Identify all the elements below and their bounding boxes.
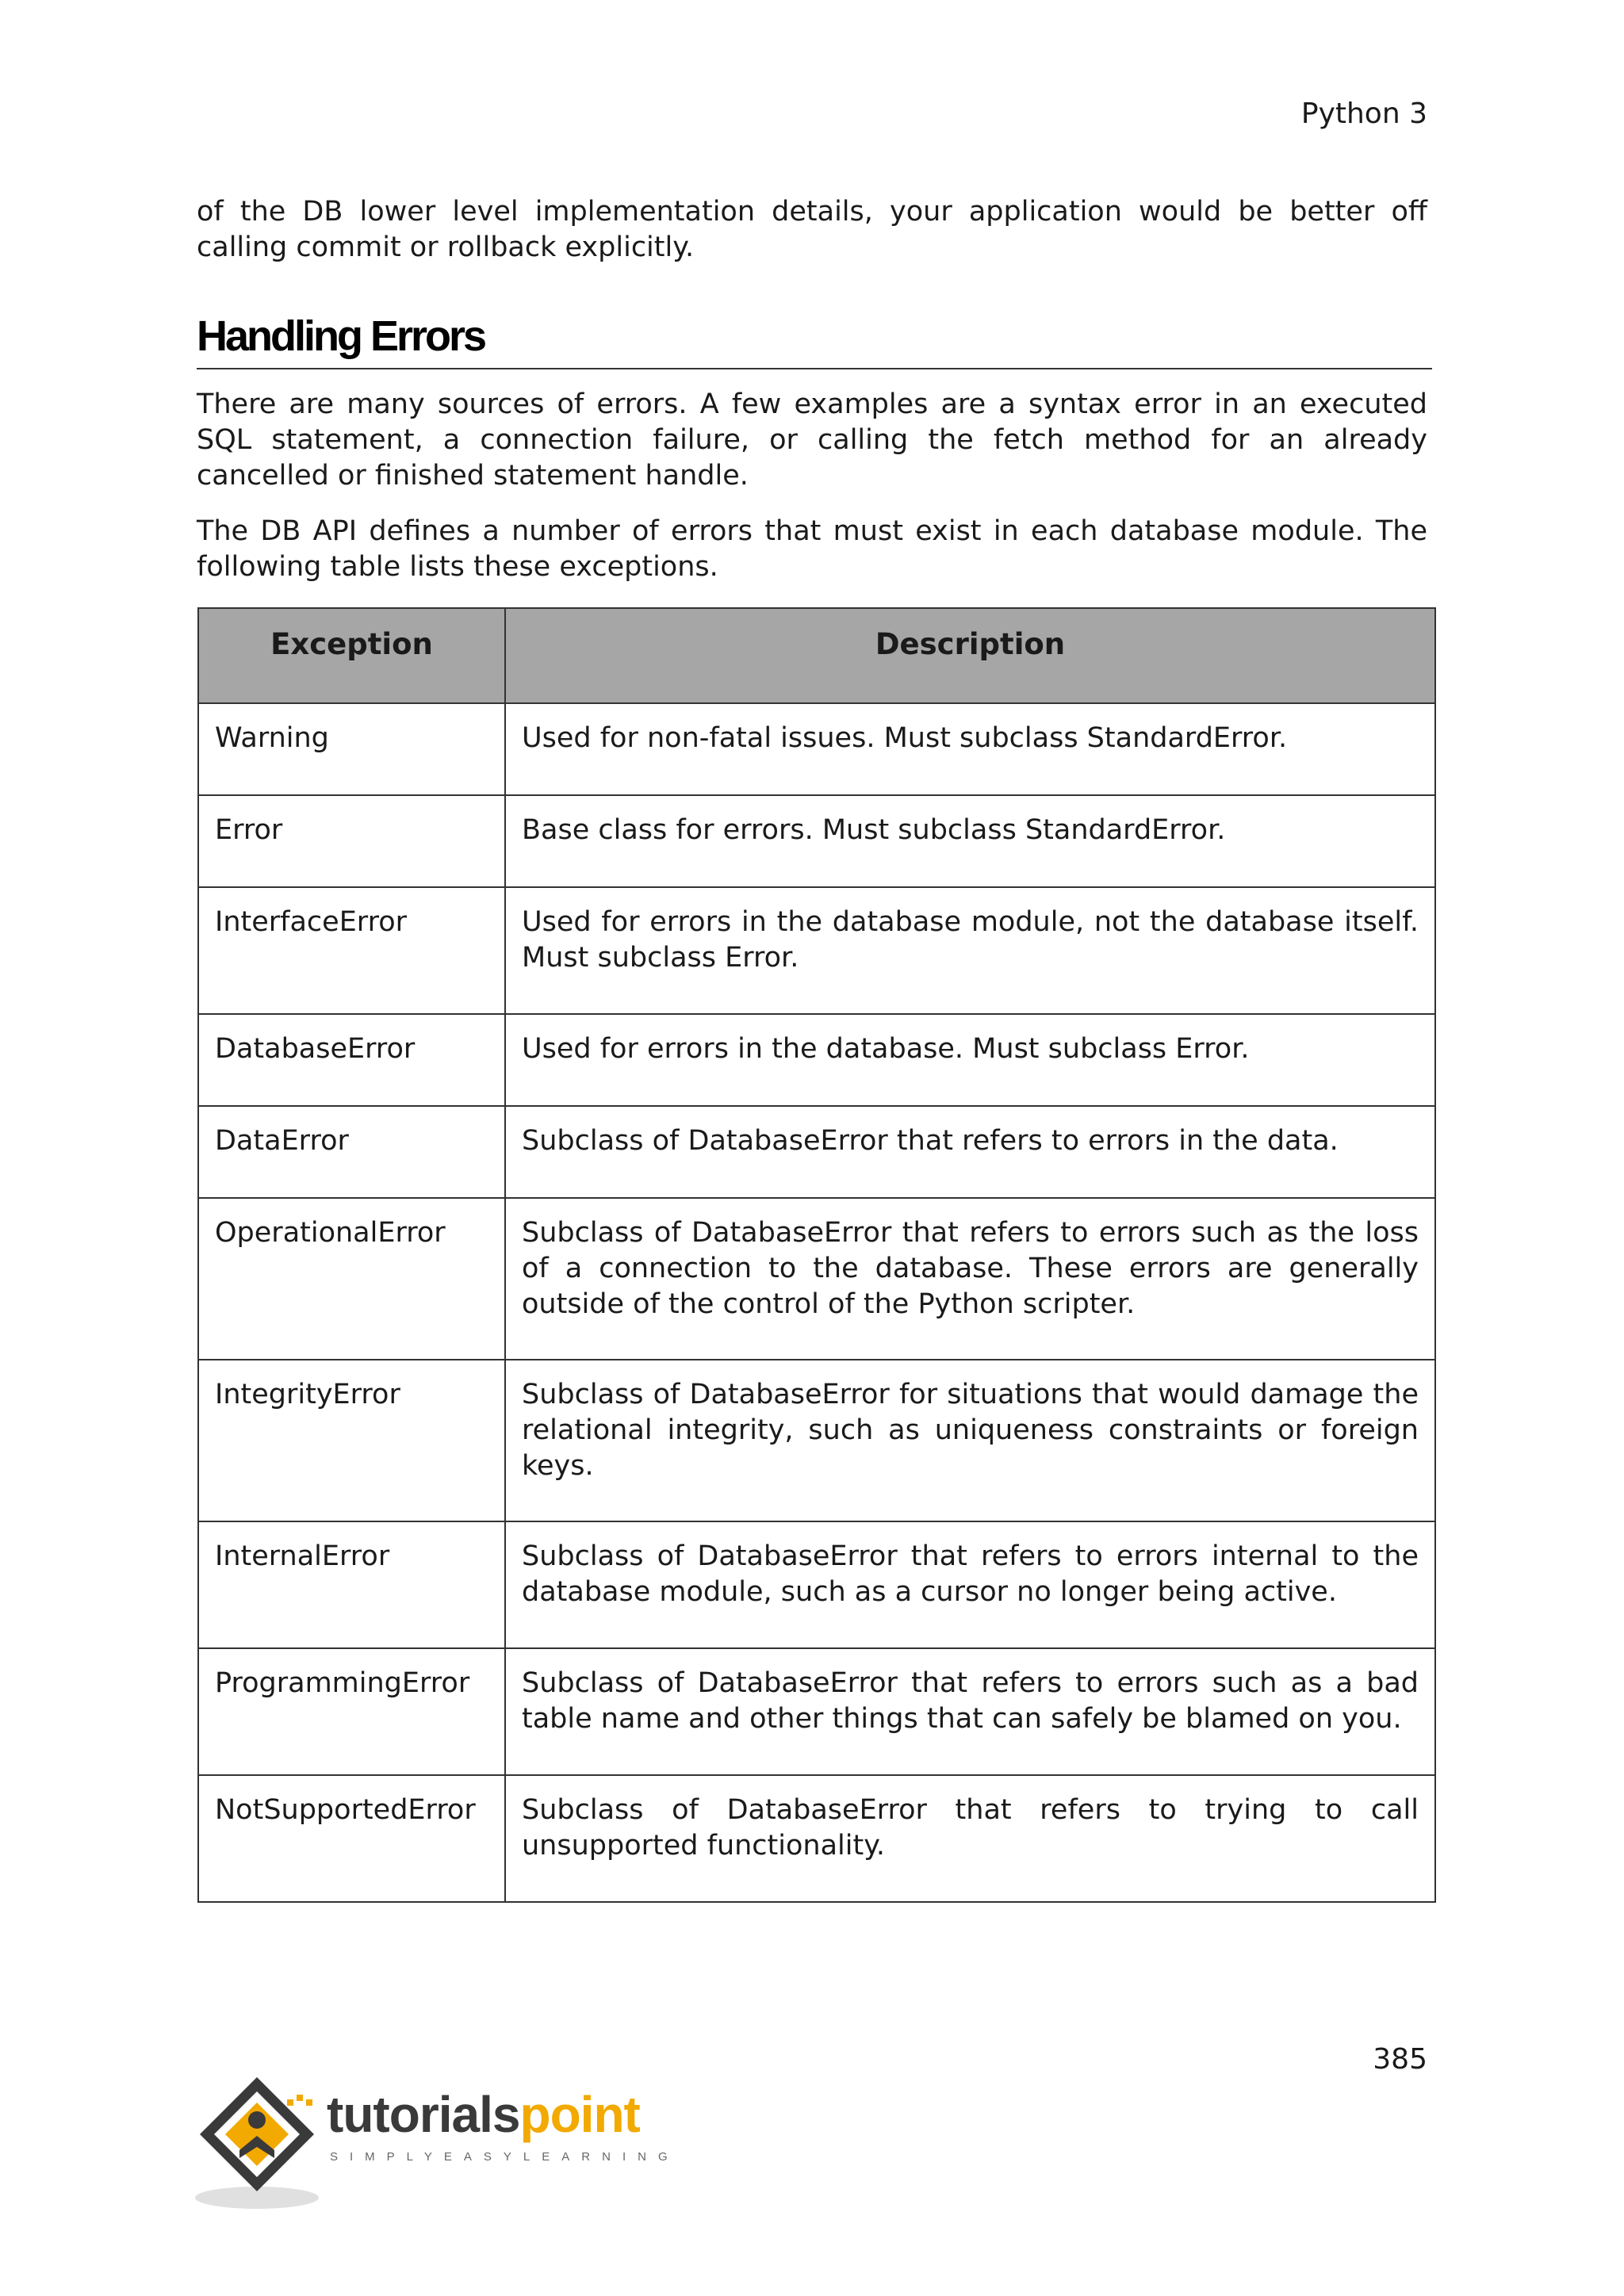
logo-wordmark — [327, 2087, 640, 2142]
running-header: Python 3 — [1300, 98, 1427, 130]
table-row — [198, 795, 1435, 887]
table-row — [198, 1360, 1435, 1521]
table-row — [198, 1198, 1435, 1360]
exception-name: ProgrammingError — [198, 1648, 505, 1775]
exception-description: Base class for errors. Must subclass StandardError. — [505, 795, 1435, 887]
exception-description: Subclass of DatabaseError that refers to errors such as the loss of a connection to the database. These errors are generally outside of the control of the Python scripter. — [505, 1198, 1435, 1360]
exception-description: Subclass of DatabaseError that refers to errors internal to the database module, such as a cursor no longer being active. — [505, 1521, 1435, 1648]
intro-paragraph: of the DB lower level implementation details, your application would be better off calling commit or rollback explicitly. — [197, 196, 1427, 263]
table-row — [198, 703, 1435, 795]
exception-description: Subclass of DatabaseError that refers to trying to call unsupported functionality. — [505, 1775, 1435, 1902]
table-row — [198, 1106, 1435, 1198]
exception-description: Subclass of DatabaseError for situations that would damage the relational integrity, such as uniqueness constraints or foreign keys. — [505, 1360, 1435, 1521]
exception-description: Subclass of DatabaseError that refers to errors such as a bad table name and other things that can safely be blamed on you. — [505, 1648, 1435, 1775]
paragraph-db-api: The DB API defines a number of errors that must exist in each database module. The following table lists these exceptions. — [197, 515, 1427, 583]
exception-name: OperationalError — [198, 1198, 505, 1360]
page-number: 385 — [1373, 2043, 1427, 2076]
logo-word-point: point — [519, 2086, 640, 2143]
table-header-row — [198, 608, 1435, 703]
exception-name: InternalError — [198, 1521, 505, 1648]
column-header-description: Description — [505, 608, 1435, 703]
exception-name: InterfaceError — [198, 887, 505, 1014]
exception-description: Used for errors in the database. Must subclass Error. — [505, 1014, 1435, 1106]
exception-name: Error — [198, 795, 505, 887]
section-title: Handling Errors — [197, 311, 1432, 369]
exceptions-table — [197, 607, 1436, 1903]
table-row — [198, 1014, 1435, 1106]
logo-tagline: SIMPLYEASYLEARNING — [330, 2150, 680, 2164]
exception-description: Subclass of DatabaseError that refers to errors in the data. — [505, 1106, 1435, 1198]
exception-description: Used for errors in the database module, not the database itself. Must subclass Error. — [505, 887, 1435, 1014]
exception-name: DatabaseError — [198, 1014, 505, 1106]
exception-name: NotSupportedError — [198, 1775, 505, 1902]
table-row — [198, 1775, 1435, 1902]
tutorialspoint-logo — [193, 2071, 680, 2214]
column-header-exception: Exception — [198, 608, 505, 703]
paragraph-error-sources: There are many sources of errors. A few examples are a syntax error in an executed SQL statement, a connection failure, or calling the fetch method for an already cancelled or finished statement handle. — [197, 388, 1427, 492]
table-row — [198, 887, 1435, 1014]
table-row — [198, 1648, 1435, 1775]
exception-description: Used for non-fatal issues. Must subclass StandardError. — [505, 703, 1435, 795]
exception-name: DataError — [198, 1106, 505, 1198]
exception-name: IntegrityError — [198, 1360, 505, 1521]
logo-word-tutorials: tutorials — [327, 2086, 520, 2143]
tutorialspoint-logo-icon — [193, 2071, 328, 2214]
exception-name: Warning — [198, 703, 505, 795]
table-row — [198, 1521, 1435, 1648]
